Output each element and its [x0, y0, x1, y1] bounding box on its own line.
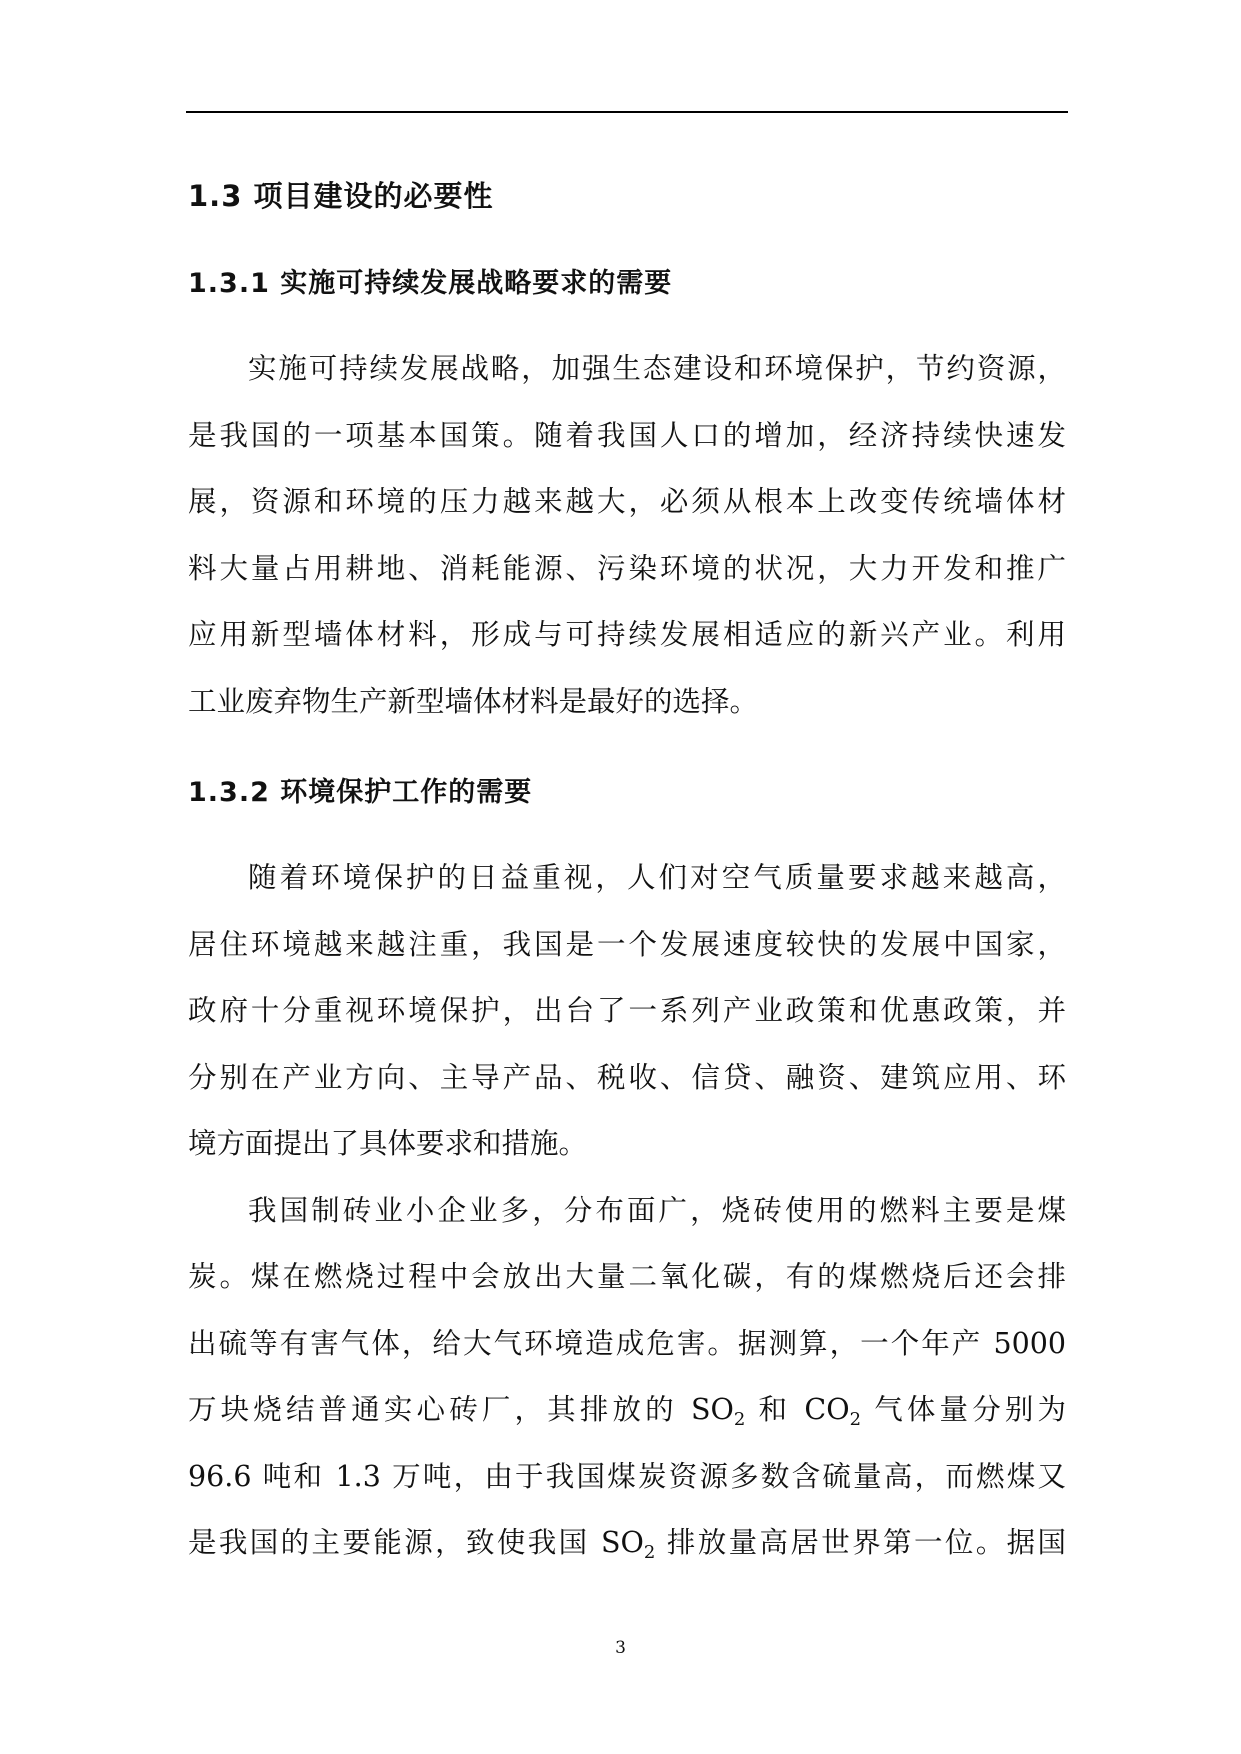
text-line: 是我国的一项基本国策。随着我国人口的增加，经济持续快速发 [188, 418, 1066, 452]
text-line-so2-co2 [188, 1377, 1066, 1444]
text-line: 工业废弃物生产新型墙体材料是最好的选择。 [188, 684, 759, 718]
text-line: 实施可持续发展战略，加强生态建设和环境保护，节约资源， [248, 352, 1066, 385]
text-line: 应用新型墙体材料，形成与可持续发展相适应的新兴产业。利用 [188, 618, 1066, 651]
subscript-2: 2 [643, 1542, 656, 1563]
text-line: 境方面提出了具体要求和措施。 [188, 1127, 588, 1160]
text-line-so2 [188, 1510, 1066, 1577]
text-segment: 气体量分别为 [861, 1393, 1066, 1426]
paragraph-sustainable-development [188, 336, 1066, 735]
text-line: 96.6 吨和 1.3 万吨，由于我国煤炭资源多数含硫量高，而燃煤又 [188, 1459, 1066, 1493]
text-segment: 万块烧结普通实心砖厂，其排放的 SO [188, 1393, 734, 1426]
text-segment: 是我国的主要能源，致使我国 SO [188, 1526, 644, 1559]
subscript-2: 2 [733, 1409, 746, 1430]
subscript-2: 2 [849, 1409, 862, 1430]
paragraph-environment-protection [188, 845, 1066, 1178]
text-line: 居住环境越来越注重，我国是一个发展速度较快的发展中国家， [188, 927, 1066, 961]
text-line: 政府十分重视环境保护，出台了一系列产业政策和优惠政策，并 [188, 994, 1066, 1027]
text-line: 我国制砖业小企业多，分布面广，烧砖使用的燃料主要是煤 [248, 1193, 1066, 1227]
heading-1-3-1: 1.3.1 实施可持续发展战略要求的需要 [188, 268, 673, 299]
document-body [188, 130, 1066, 1577]
text-line: 分别在产业方向、主导产品、税收、信贷、融资、建筑应用、环 [188, 1060, 1066, 1094]
heading-1-3: 1.3 项目建设的必要性 [188, 179, 494, 213]
text-line: 随着环境保护的日益重视，人们对空气质量要求越来越高， [248, 861, 1066, 894]
paragraph-brick-industry [188, 1178, 1066, 1577]
text-line: 料大量占用耕地、消耗能源、污染环境的状况，大力开发和推广 [188, 551, 1066, 585]
text-line: 炭。煤在燃烧过程中会放出大量二氧化碳，有的煤燃烧后还会排 [188, 1260, 1066, 1293]
header-rule [186, 111, 1068, 113]
text-segment: 和 CO [745, 1393, 850, 1426]
text-line: 展，资源和环境的压力越来越大，必须从根本上改变传统墙体材 [188, 485, 1066, 518]
page-number: 3 [615, 1638, 626, 1658]
text-segment: 排放量高居世界第一位。据国 [655, 1526, 1067, 1559]
text-line: 出硫等有害气体，给大气环境造成危害。据测算，一个年产 5000 [188, 1326, 1066, 1360]
heading-1-3-2: 1.3.2 环境保护工作的需要 [188, 777, 533, 808]
